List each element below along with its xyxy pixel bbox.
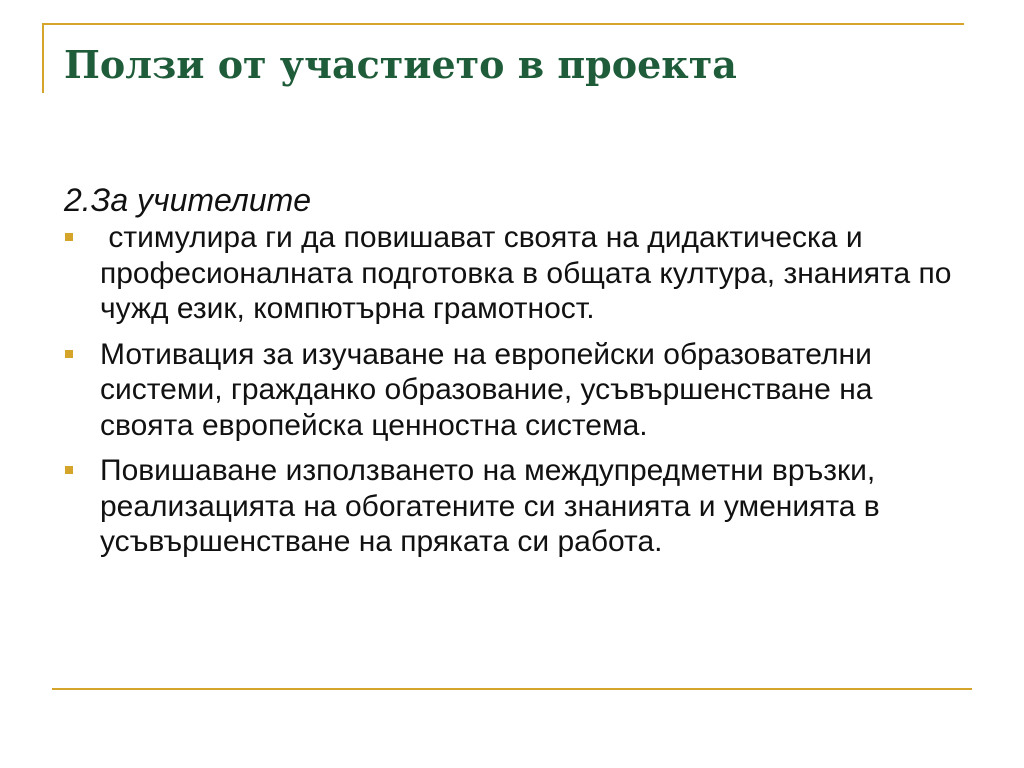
top-divider bbox=[42, 23, 964, 25]
left-divider bbox=[42, 23, 44, 93]
bullet-item bbox=[64, 453, 964, 560]
square-bullet-icon bbox=[65, 233, 73, 241]
bullet-list bbox=[64, 220, 964, 560]
bullet-item bbox=[64, 337, 964, 444]
bullet-text: Повишаване използването на междупредметни връзки, реализацията на обогатените си знанията и уменията в усъвършенстване на пряката си работа. bbox=[100, 454, 880, 558]
bullet-text: Мотивация за изучаване на европейски образователни системи, гражданко образование, усъвършенстване на своята европейска ценностна система. bbox=[100, 337, 873, 442]
bullet-item bbox=[64, 220, 964, 327]
slide-body bbox=[64, 180, 964, 570]
square-bullet-icon bbox=[65, 466, 73, 474]
slide-title: Ползи от участието в проекта bbox=[64, 42, 737, 87]
square-bullet-icon bbox=[65, 350, 73, 358]
bullet-text: стимулира ги да повишават своята на дидактическа и професионалната подготовка в общата култура, знанията по чужд език, компютърна грамотност. bbox=[100, 221, 960, 325]
bottom-divider bbox=[52, 688, 972, 690]
subheading: 2.За учителите bbox=[64, 182, 312, 218]
